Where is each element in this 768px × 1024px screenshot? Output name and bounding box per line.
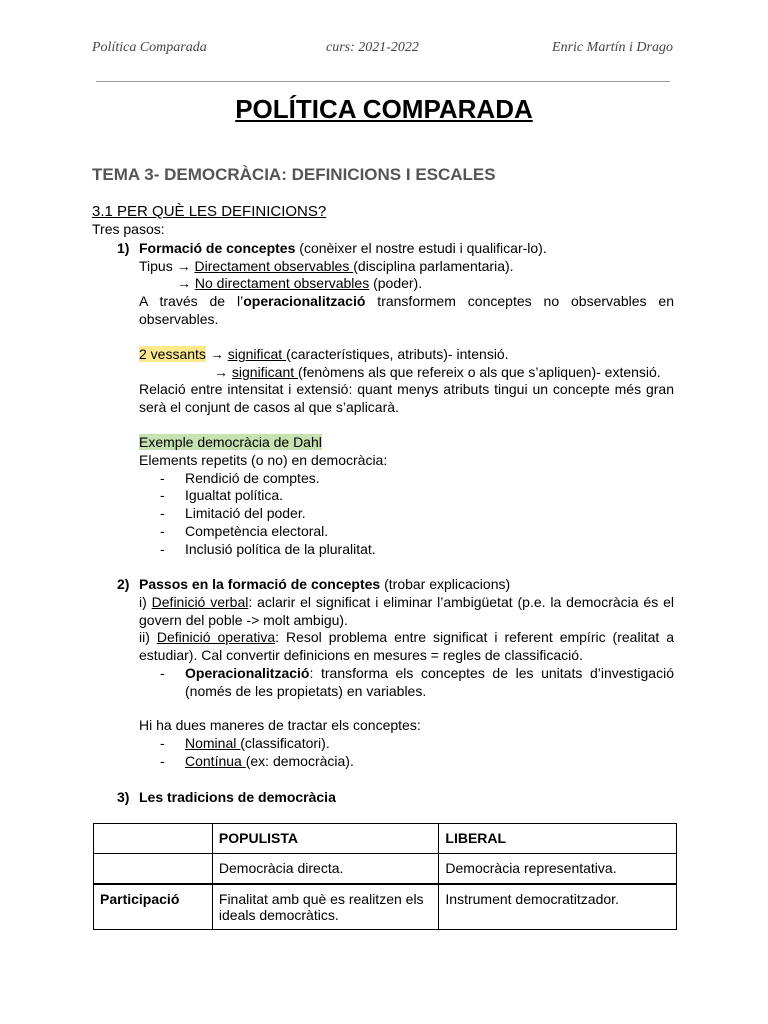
nominal-rest: (classificatori). [240,735,330,751]
elements-line: Elements repetits (o no) en democràcia: [139,452,388,468]
verbal-pre: i) [139,594,152,610]
table-row [94,854,677,885]
list-item: Igualtat política. [185,487,284,503]
list-dash: - [160,735,165,751]
continua-term: Contínua [185,753,246,769]
oper-post: transformem conceptes no observables en observables. [139,293,674,327]
traditions-table [93,823,677,930]
item-1-heading [139,240,547,258]
topic-heading: TEMA 3- DEMOCRÀCIA: DEFINICIONS I ESCALES [92,165,496,184]
tipus-b: No directament observables [194,275,370,291]
list-dash: - [160,523,165,539]
table-cell: Finalitat amb què es realitzen els ideals democràtics. [212,884,439,930]
vessants-significat-rest: (característiques, atributs)- intensió. [286,346,509,362]
list-item: Competència electoral. [185,523,329,539]
list-dash: - [160,505,165,521]
tipus-b-arrow: → [177,275,195,291]
oper-pre: A través de l’ [139,293,244,309]
exemple-line [139,434,322,452]
list-item: Inclusió política de la pluralitat. [185,541,376,557]
intro-text: Tres pasos: [92,221,165,237]
table-cell [94,854,213,885]
header-year: curs: 2021-2022 [326,40,419,55]
list-dash: - [160,753,165,769]
table-header-cell [94,824,213,854]
table-row [94,884,677,930]
list-dash: - [160,541,165,557]
document-title: POLÍTICA COMPARADA [235,94,533,124]
header-course: Política Comparada [92,40,207,55]
header-divider [96,81,670,82]
exemple-highlight: Exemple democràcia de Dahl [139,434,322,450]
continua-item [185,753,354,771]
operativa-pre: ii) [139,629,157,645]
item-1-title: Formació de conceptes [139,240,296,256]
section-heading: 3.1 PER QUÈ LES DEFINICIONS? [92,203,327,220]
operativa-rest: : Resol problema entre significat i referent empíric (realitat a estudiar). Cal convertir definicions en mesures = regles de classificació. [139,629,674,663]
item-2-title-rest: (trobar explicacions) [380,576,511,592]
header-author: Enric Martín i Drago [552,40,673,55]
tipus-a-rest: (disciplina parlamentaria). [353,258,514,274]
item-2-title: Passos en la formació de conceptes [139,576,381,592]
tipus-prefix: Tipus → [139,258,195,274]
item-3-number: 3) [117,789,130,805]
table-cell: Instrument democratitzador. [439,884,677,930]
vessants-arrow: → [205,346,228,362]
vessants-b-line [214,364,661,382]
relacio-paragraph: Relació entre intensitat i extensió: quant menys atributs tingui un concepte més gran serà el conjunt de casos al que s’aplicarà. [139,381,674,415]
item-2-heading [139,576,510,594]
table-row [94,824,677,854]
nominal-term: Nominal [185,735,241,751]
item-3-title: Les tradicions de democràcia [139,789,336,805]
table-header-cell: POPULISTA [212,824,439,854]
vessants-b-arrow: → [214,364,232,380]
list-dash: - [160,487,165,503]
table-cell: Democràcia representativa. [439,854,677,885]
list-item: Rendició de comptes. [185,470,320,486]
table-cell: Democràcia directa. [212,854,439,885]
operacionalitzacio-item [185,665,674,700]
item-2-number: 2) [117,576,130,592]
verbal-term: Definició verbal [151,594,249,610]
operativa-paragraph [139,629,674,664]
maneres-line: Hi ha dues maneres de tractar els conceptes: [139,717,421,733]
oper-bold: operacionalització [243,293,366,309]
nominal-item [185,735,330,753]
operativa-term: Definició operativa [156,629,276,645]
vessants-significat: significat [227,346,287,362]
tipus-line [139,258,514,276]
item-1-number: 1) [117,240,130,256]
list-dash: - [160,665,165,681]
vessants-significant: significant [231,364,299,380]
tipus-b-rest: (poder). [369,275,423,291]
table-cell: Participació [94,884,213,930]
tipus-a: Directament observables [194,258,354,274]
tipus-b-line [177,275,422,293]
item-1-title-rest: (conèixer el nostre estudi i qualificar-lo). [295,240,547,256]
vessants-highlight: 2 vessants [139,346,206,362]
list-item: Limitació del poder. [185,505,306,521]
table-header-cell: LIBERAL [439,824,677,854]
vessants-significant-rest: (fenòmens als que refereix o als que s’apliquen)- extensió. [298,364,661,380]
verbal-paragraph [139,594,674,629]
op-bold: Operacionalització [185,665,310,681]
verbal-rest: : aclarir el significat i eliminar l’ambigüetat (p.e. la democràcia és el govern del poble -> molt ambigu). [139,594,674,628]
operacionalitzacio-paragraph [139,293,674,328]
vessants-line [139,346,509,364]
list-dash: - [160,470,165,486]
op-rest: : transforma els conceptes de les unitats d’investigació (només de les propietats) en variables. [185,665,674,699]
continua-rest: (ex: democràcia). [245,753,354,769]
